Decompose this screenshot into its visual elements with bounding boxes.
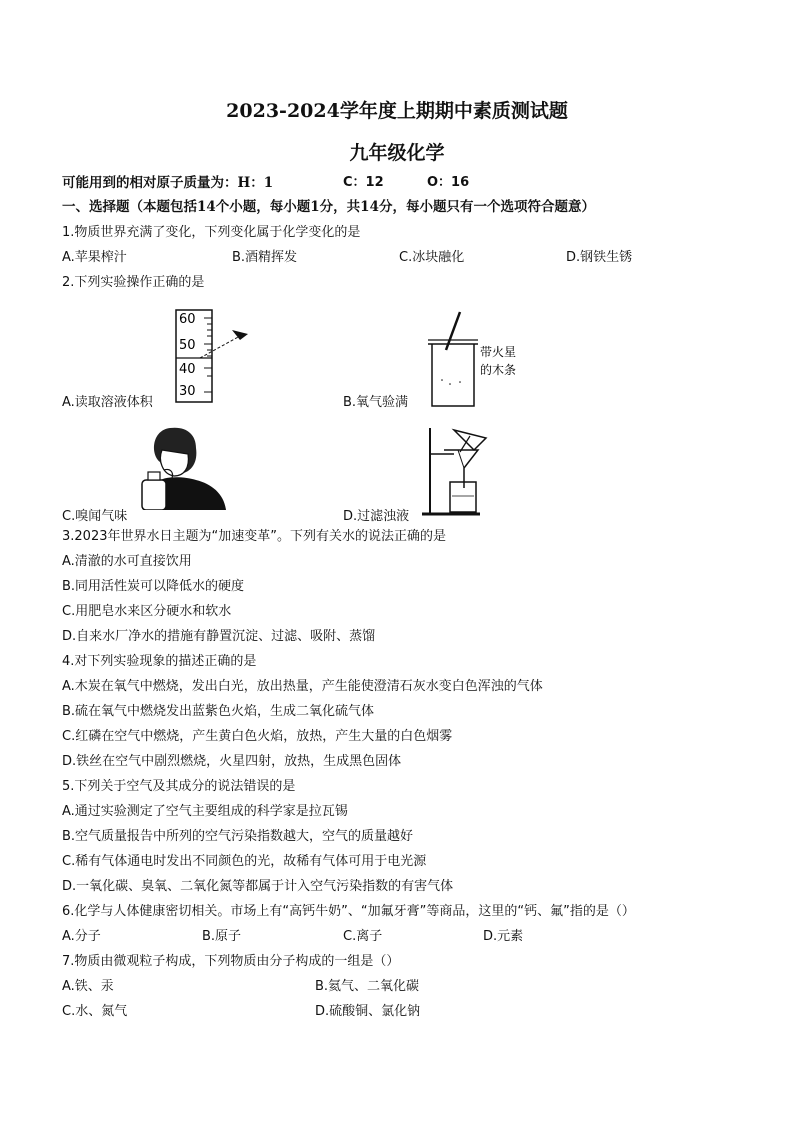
- filtration-figure: [420, 424, 500, 516]
- exam-title: 2023-2024学年度上期期中素质测试题: [226, 100, 568, 122]
- graduated-cylinder-figure: [170, 306, 260, 404]
- q2-option-c: C.嗅闻气味: [62, 509, 128, 524]
- q1-option-c: C.冰块融化: [399, 250, 465, 265]
- question-4-stem: 4.对下列实验现象的描述正确的是: [62, 654, 257, 669]
- q3-option-c: C.用肥皂水来区分硬水和软水: [62, 604, 232, 619]
- body: [158, 477, 226, 510]
- face: [161, 450, 189, 476]
- splint-label-line2: 的木条: [480, 363, 517, 377]
- question-7-stem: 7.物质由微观粒子构成，下列物质由分子构成的一组是（）: [62, 954, 400, 969]
- q5-option-c: C.稀有气体通电时发出不同颜色的光，故稀有气体可用于电光源: [62, 854, 427, 869]
- q3-option-d: D.自来水厂净水的措施有静置沉淀、过滤、吸附、蒸馏: [62, 629, 376, 644]
- q7-option-b: B.氦气、二氧化碳: [315, 979, 420, 994]
- q6-option-a: A.分子: [62, 929, 101, 944]
- q5-option-d: D.一氧化碳、臭氧、二氧化氮等都属于计入空气污染指数的有害气体: [62, 879, 454, 894]
- eye-icon: [232, 330, 248, 340]
- question-6-stem: 6.化学与人体健康密切相关。市场上有“高钙牛奶”、“加氟牙膏”等商品，这里的“钙、氟”指的是（）: [62, 904, 635, 919]
- q3-option-b: B.同用活性炭可以降低水的硬度: [62, 579, 245, 594]
- q6-option-c: C.离子: [343, 929, 383, 944]
- tick-label-30: 30: [179, 384, 196, 399]
- q4-option-a: A.木炭在氧气中燃烧，发出白光，放出热量，产生能使澄清石灰水变白色浑浊的气体: [62, 679, 543, 694]
- q6-option-b: B.原子: [202, 929, 242, 944]
- q2-option-d: D.过滤浊液: [343, 509, 410, 524]
- tick-label-60: 60: [179, 312, 196, 327]
- q1-option-d: D.钢铁生锈: [566, 250, 633, 265]
- q5-option-a: A.通过实验测定了空气主要组成的科学家是拉瓦锡: [62, 804, 348, 819]
- tick-label-40: 40: [179, 362, 196, 377]
- atomic-mass-o: O：16: [427, 175, 470, 190]
- q5-option-b: B.空气质量报告中所列的空气污染指数越大，空气的质量越好: [62, 829, 414, 844]
- question-5-stem: 5.下列关于空气及其成分的说法错误的是: [62, 779, 296, 794]
- q3-option-a: A.清澈的水可直接饮用: [62, 554, 192, 569]
- q6-option-d: D.元素: [483, 929, 524, 944]
- oxygen-test-figure: [420, 310, 520, 408]
- q2-option-a: A.读取溶液体积: [62, 395, 153, 410]
- q7-option-c: C.水、氮气: [62, 1004, 128, 1019]
- atomic-mass-c: C：12: [343, 175, 384, 190]
- question-3-stem: 3.2023年世界水日主题为“加速变革”。下列有关水的说法正确的是: [62, 529, 446, 544]
- bottle: [142, 480, 166, 510]
- q1-option-a: A.苹果榨汁: [62, 250, 127, 265]
- smelling-gas-figure: [140, 424, 230, 510]
- q2-option-b: B.氧气验满: [343, 395, 409, 410]
- atomic-mass-label: 可能用到的相对原子质量为：H：1: [62, 175, 274, 191]
- q4-option-b: B.硫在氧气中燃烧发出蓝紫色火焰，生成二氧化硫气体: [62, 704, 375, 719]
- tick-label-50: 50: [179, 338, 196, 353]
- gas-jar: [432, 344, 474, 406]
- exam-subtitle: 九年级化学: [349, 142, 445, 164]
- q1-option-b: B.酒精挥发: [232, 250, 298, 265]
- receiving-beaker: [450, 482, 476, 512]
- q7-option-a: A.铁、汞: [62, 979, 114, 994]
- q4-option-d: D.铁丝在空气中剧烈燃烧，火星四射，放热，生成黑色固体: [62, 754, 402, 769]
- sight-line: [200, 336, 240, 358]
- q7-option-d: D.硫酸铜、氯化钠: [315, 1004, 421, 1019]
- question-2-stem: 2.下列实验操作正确的是: [62, 275, 205, 290]
- pouring-beaker: [454, 430, 486, 450]
- splint-label-line1: 带火星: [480, 345, 517, 359]
- question-1-stem: 1.物质世界充满了变化，下列变化属于化学变化的是: [62, 225, 361, 240]
- q4-option-c: C.红磷在空气中燃烧，产生黄白色火焰，放热，产生大量的白色烟雾: [62, 729, 453, 744]
- section-heading: 一、选择题（本题包括14个小题，每小题1分，共14分，每小题只有一个选项符合题意）: [62, 199, 595, 215]
